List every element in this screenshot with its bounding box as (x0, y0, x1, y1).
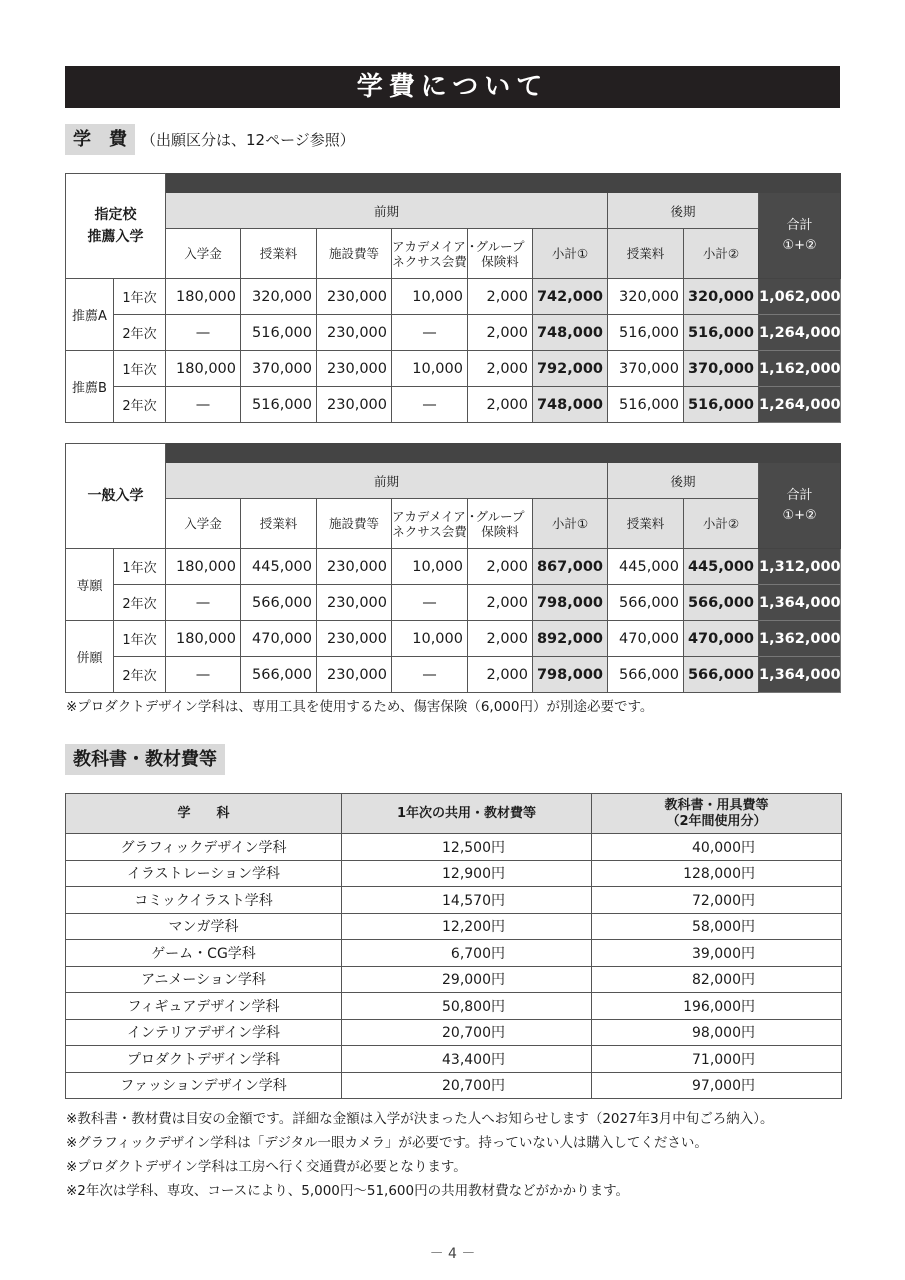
tuition2-header: 授業料 (608, 229, 684, 279)
group-header-line1: グループ (475, 238, 525, 254)
first-year-header: 1年次の共用・教材費等 (342, 794, 592, 834)
facility-cell: 230,000 (317, 351, 392, 387)
fees-section-label: 学 費 (65, 124, 135, 155)
entrance-header: 入学金 (166, 229, 241, 279)
entrance-cell: 180,000 (166, 279, 241, 315)
koki-header: 後期 (608, 463, 759, 499)
tuition2-header: 授業料 (608, 499, 684, 549)
academia-cell: 10,000 (392, 621, 468, 657)
zenki-header: 前期 (166, 463, 608, 499)
total-header-line2: ①+② (782, 237, 817, 253)
tuition-cell: 470,000 (241, 621, 317, 657)
table-row (66, 887, 842, 914)
books-table (65, 793, 842, 1099)
academia-header-line2: ネクサス会費 (392, 523, 467, 539)
table-row (66, 1019, 842, 1046)
books-note-2: ※グラフィックデザイン学科は「デジタル一眼カメラ」が必要です。持っていない人は購入してください。 (66, 1135, 708, 1151)
books-note-4: ※2年次は学科、専攻、コースにより、5,000円〜51,600円の共用教材費などがかかります。 (66, 1183, 630, 1199)
facility-cell: 230,000 (317, 279, 392, 315)
tuition-header: 授業料 (241, 499, 317, 549)
tuition-cell: 566,000 (241, 585, 317, 621)
insurance-cell: 2,000 (468, 657, 533, 693)
facility-header: 施設費等 (317, 229, 392, 279)
group-label: 専願 (66, 549, 114, 621)
group-label: 推薦B (66, 351, 114, 423)
group-header-line2: 保険料 (481, 523, 519, 539)
total-header-line1: 合計 (786, 217, 813, 233)
entrance-cell: 180,000 (166, 351, 241, 387)
subtotal1-cell: 792,000 (533, 351, 608, 387)
academia-cell: — (392, 585, 468, 621)
table-row (66, 834, 842, 861)
first-year-cell: 20,700円 (342, 1019, 592, 1046)
tuition-cell: 370,000 (241, 351, 317, 387)
academia-cell: — (392, 387, 468, 423)
two-year-cell: 196,000円 (592, 993, 842, 1020)
first-year-cell: 14,570円 (342, 887, 592, 914)
fees-section-header (65, 124, 355, 155)
fee-table-label-line1: 一般入学 (87, 488, 144, 504)
two-year-cell: 72,000円 (592, 887, 842, 914)
entrance-cell: — (166, 657, 241, 693)
table-row (66, 993, 842, 1020)
books-section-header (65, 744, 225, 775)
two-year-cell: 40,000円 (592, 834, 842, 861)
group-label: 推薦A (66, 279, 114, 351)
year-label: 1年次 (114, 549, 166, 585)
total-cell: 1,364,000 (759, 657, 841, 693)
group-insurance-header (468, 229, 533, 279)
entrance-cell: — (166, 315, 241, 351)
table-row (66, 279, 841, 315)
group-header-line1: グループ (475, 508, 525, 524)
facility-cell: 230,000 (317, 387, 392, 423)
dept-cell: コミックイラスト学科 (66, 887, 342, 914)
dept-cell: フィギュアデザイン学科 (66, 993, 342, 1020)
subtotal2-cell: 445,000 (684, 549, 759, 585)
total-cell: 1,364,000 (759, 585, 841, 621)
total-cell: 1,362,000 (759, 621, 841, 657)
total-cell: 1,162,000 (759, 351, 841, 387)
books-header-row (66, 794, 842, 834)
tuition2-cell: 445,000 (608, 549, 684, 585)
fee-table-general (65, 443, 841, 693)
dept-cell: ゲーム・CG学科 (66, 940, 342, 967)
two-year-cell: 82,000円 (592, 966, 842, 993)
insurance-cell: 2,000 (468, 279, 533, 315)
total-header-line2: ①+② (782, 507, 817, 523)
subtotal1-header: 小計① (533, 499, 608, 549)
academia-cell: 10,000 (392, 279, 468, 315)
first-year-cell: 12,200円 (342, 913, 592, 940)
subtotal1-cell: 798,000 (533, 585, 608, 621)
two-year-cell: 58,000円 (592, 913, 842, 940)
fee-table-recommendation (65, 173, 841, 423)
first-year-cell: 29,000円 (342, 966, 592, 993)
subtotal2-cell: 566,000 (684, 657, 759, 693)
insurance-cell: 2,000 (468, 351, 533, 387)
tuition2-cell: 470,000 (608, 621, 684, 657)
subtotal2-cell: 516,000 (684, 387, 759, 423)
fees-footnote: ※プロダクトデザイン学科は、専用工具を使用するため、傷害保険（6,000円）が別途必要です。 (66, 699, 654, 715)
academia-header-line1: アカデメイア・ (392, 508, 479, 524)
entrance-cell: 180,000 (166, 621, 241, 657)
table-row (66, 315, 841, 351)
two-year-cell: 97,000円 (592, 1072, 842, 1099)
group-header-line2: 保険料 (481, 253, 519, 269)
table-row (66, 351, 841, 387)
total-header (759, 193, 841, 279)
subtotal2-cell: 516,000 (684, 315, 759, 351)
two-year-cell: 39,000円 (592, 940, 842, 967)
year-label: 2年次 (114, 387, 166, 423)
subtotal1-cell: 748,000 (533, 387, 608, 423)
table-row (66, 966, 842, 993)
entrance-header: 入学金 (166, 499, 241, 549)
two-year-header (592, 794, 842, 834)
first-year-cell: 6,700円 (342, 940, 592, 967)
dept-cell: アニメーション学科 (66, 966, 342, 993)
entrance-cell: 180,000 (166, 549, 241, 585)
dept-cell: プロダクトデザイン学科 (66, 1046, 342, 1073)
academia-header (392, 229, 479, 279)
books-note-3: ※プロダクトデザイン学科は工房へ行く交通費が必要となります。 (66, 1159, 467, 1175)
two-year-header-line2: （2年間使用分） (666, 813, 767, 829)
dept-cell: マンガ学科 (66, 913, 342, 940)
insurance-cell: 2,000 (468, 387, 533, 423)
dept-cell: イラストレーション学科 (66, 860, 342, 887)
books-note-1: ※教科書・教材費は目安の金額です。詳細な金額は入学が決まった人へお知らせします（2027年3月中旬ごろ納入）。 (66, 1111, 774, 1127)
table-row (66, 940, 842, 967)
year-label: 1年次 (114, 621, 166, 657)
table-row (66, 1072, 842, 1099)
page-number: － 4 － (429, 1246, 476, 1262)
tuition-cell: 516,000 (241, 387, 317, 423)
tuition2-cell: 566,000 (608, 657, 684, 693)
first-year-cell: 43,400円 (342, 1046, 592, 1073)
academia-cell: 10,000 (392, 351, 468, 387)
total-cell: 1,312,000 (759, 549, 841, 585)
academia-cell: 10,000 (392, 549, 468, 585)
facility-cell: 230,000 (317, 585, 392, 621)
academia-header (392, 499, 479, 549)
tuition-header: 授業料 (241, 229, 317, 279)
tuition-cell: 320,000 (241, 279, 317, 315)
table-row (66, 1046, 842, 1073)
total-cell: 1,264,000 (759, 387, 841, 423)
tuition-cell: 445,000 (241, 549, 317, 585)
tuition2-cell: 566,000 (608, 585, 684, 621)
insurance-cell: 2,000 (468, 315, 533, 351)
facility-cell: 230,000 (317, 657, 392, 693)
subtotal2-cell: 566,000 (684, 585, 759, 621)
insurance-cell: 2,000 (468, 549, 533, 585)
two-year-cell: 71,000円 (592, 1046, 842, 1073)
total-cell: 1,264,000 (759, 315, 841, 351)
subtotal2-cell: 370,000 (684, 351, 759, 387)
insurance-cell: 2,000 (468, 585, 533, 621)
subtotal1-cell: 742,000 (533, 279, 608, 315)
facility-cell: 230,000 (317, 549, 392, 585)
header-band (166, 174, 841, 193)
dept-header: 学 科 (66, 794, 342, 834)
facility-header: 施設費等 (317, 499, 392, 549)
year-label: 2年次 (114, 585, 166, 621)
fee-table-label (66, 444, 166, 549)
academia-header-line1: アカデメイア・ (392, 238, 479, 254)
subtotal1-header: 小計① (533, 229, 608, 279)
dept-cell: インテリアデザイン学科 (66, 1019, 342, 1046)
year-label: 2年次 (114, 315, 166, 351)
academia-cell: — (392, 315, 468, 351)
page-title: 学費について (65, 66, 840, 108)
year-label: 1年次 (114, 279, 166, 315)
two-year-header-line1: 教科書・用具費等 (664, 797, 769, 813)
entrance-cell: — (166, 585, 241, 621)
total-cell: 1,062,000 (759, 279, 841, 315)
year-label: 2年次 (114, 657, 166, 693)
academia-cell: — (392, 657, 468, 693)
header-band (166, 444, 841, 463)
tuition2-cell: 320,000 (608, 279, 684, 315)
table-row (66, 860, 842, 887)
table-row (66, 621, 841, 657)
first-year-cell: 12,500円 (342, 834, 592, 861)
subtotal1-cell: 798,000 (533, 657, 608, 693)
zenki-header: 前期 (166, 193, 608, 229)
dept-cell: ファッションデザイン学科 (66, 1072, 342, 1099)
insurance-cell: 2,000 (468, 621, 533, 657)
academia-header-line2: ネクサス会費 (392, 253, 467, 269)
first-year-cell: 12,900円 (342, 860, 592, 887)
group-insurance-header (468, 499, 533, 549)
table-row (66, 657, 841, 693)
subtotal2-cell: 470,000 (684, 621, 759, 657)
table-row (66, 549, 841, 585)
tuition-cell: 516,000 (241, 315, 317, 351)
table-row (66, 913, 842, 940)
subtotal2-header: 小計② (684, 499, 759, 549)
entrance-cell: — (166, 387, 241, 423)
facility-cell: 230,000 (317, 621, 392, 657)
facility-cell: 230,000 (317, 315, 392, 351)
two-year-cell: 128,000円 (592, 860, 842, 887)
year-label: 1年次 (114, 351, 166, 387)
table-row (66, 387, 841, 423)
fee-table-label-line1: 指定校 (94, 207, 137, 223)
first-year-cell: 50,800円 (342, 993, 592, 1020)
fee-table-label-line2: 推薦入学 (87, 229, 144, 245)
first-year-cell: 20,700円 (342, 1072, 592, 1099)
two-year-cell: 98,000円 (592, 1019, 842, 1046)
books-section-label: 教科書・教材費等 (65, 744, 225, 775)
subtotal1-cell: 892,000 (533, 621, 608, 657)
subtotal2-cell: 320,000 (684, 279, 759, 315)
dept-cell: グラフィックデザイン学科 (66, 834, 342, 861)
koki-header: 後期 (608, 193, 759, 229)
subtotal1-cell: 748,000 (533, 315, 608, 351)
group-label: 併願 (66, 621, 114, 693)
subtotal1-cell: 867,000 (533, 549, 608, 585)
fee-table-label (66, 174, 166, 279)
fees-section-note: （出願区分は、12ページ参照） (141, 131, 355, 149)
total-header-line1: 合計 (786, 487, 813, 503)
tuition2-cell: 370,000 (608, 351, 684, 387)
tuition2-cell: 516,000 (608, 387, 684, 423)
table-row (66, 585, 841, 621)
tuition-cell: 566,000 (241, 657, 317, 693)
tuition2-cell: 516,000 (608, 315, 684, 351)
subtotal2-header: 小計② (684, 229, 759, 279)
total-header (759, 463, 841, 549)
